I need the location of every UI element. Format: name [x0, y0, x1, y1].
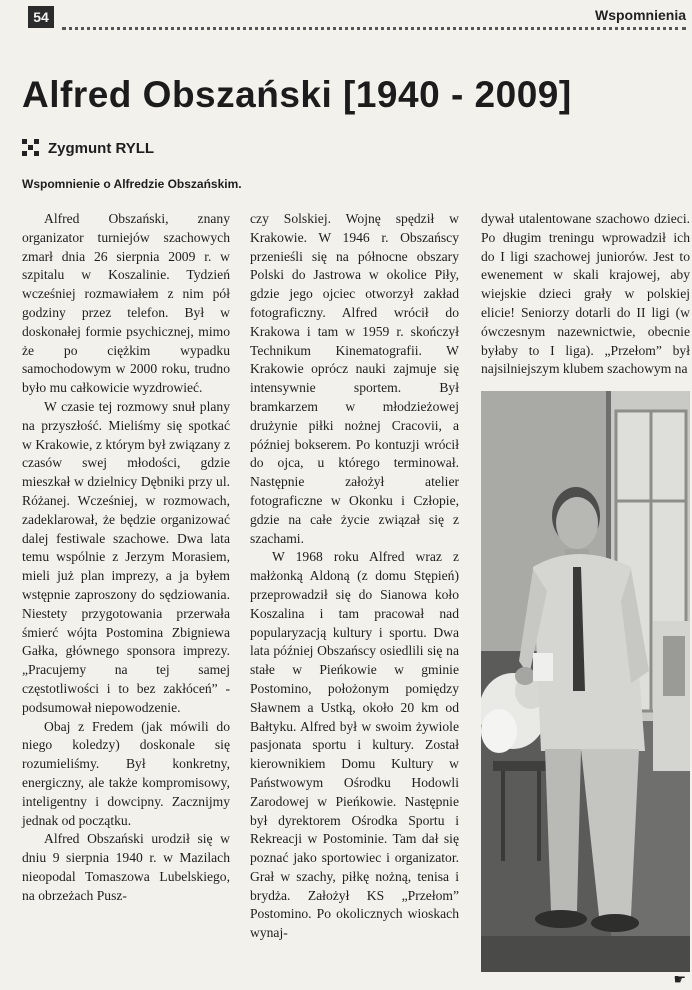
paragraph: Alfred Obszański, znany organizator turniejów szachowych zmarł dnia 26 sierpnia 2009 r. w szpitalu w Koszalinie. Tydzień wcześniej rozmawiałem z nim pół godziny przez telefon. Był w doskonałej formie psychicznej, mimo że po ciężkim wypadku samochodowym w 2000 roku, trudno było mu całkowicie wyzdrowieć. [22, 211, 230, 396]
article-subtitle: Wspomnienie o Alfredzie Obszańskim. [22, 177, 242, 191]
text-column-1 [22, 210, 230, 905]
paragraph: czy Solskiej. Wojnę spędził w Krakowie. W 1946 r. Obszańscy przenieśli się na północne obszary Polski do Jastrowa w okolice Piły, gdzie jego ojciec otworzył zakład fotograficzny. Alfred wrócił do Krakowa i tam w 1959 r. skończył Technikum Kinematografii. W Krakowie oprócz nauki zajmuje się intensywnie sportem. Był bramkarzem w młodzieżowej drużynie piłki nożnej Cracovii, a później bokserem. Po kontuzji wrócił do ojca, u którego terminował. Następnie założył atelier fotograficzne w Okonku i Człopie, gdzie na całe życie związał się z szachami. [250, 211, 459, 546]
paragraph: W 1968 roku Alfred wraz z małżonką Aldoną (z domu Stępień) przeprowadził się do Sianowa koło Koszalina i tam pracował nad popularyzacją kultury i sportu. Dwa lata później Obszańscy osiedlili się na stałe w Pieńkowie w gminie Postomino, położonym pomiędzy Sławnem a Ustką, około 20 km od Bałtyku. Alfred był w swoim żywiole pasjonata sportu i kultury. Został kierownikiem Domu Kultury w Państwowym Ośrodku Hodowli Zarodowej w Pieńkowie. Następnie był dyrektorem Ośrodka Sportu i Rekreacji w Postominie. Tam dał się poznać jako sportowiec i organizator. Grał w szachy, piłkę nożną, tenisa i brydża. Założył KS „Przełom” Postomino. Po okolicznych wioskach wynaj- [250, 549, 459, 941]
byline [22, 139, 154, 157]
section-label: Wspomnienia [594, 7, 686, 23]
pointing-hand-icon: ☛ [673, 972, 686, 988]
portrait-photo [481, 391, 690, 972]
article-title: Alfred Obszański [1940 - 2009] [22, 74, 572, 115]
text-column-2 [250, 210, 459, 943]
portrait-photo-illustration [481, 391, 690, 972]
checker-squares-icon [22, 139, 40, 157]
header-divider [62, 27, 686, 30]
text-column-3 [481, 210, 690, 379]
author-name: Zygmunt RYLL [48, 139, 155, 157]
paragraph: W czasie tej rozmowy snuł plany na przyszłość. Mieliśmy się spotkać w Krakowie, z którym był związany z czasów swej młodości, gdzie mieszkał w dzielnicy Dębniki przy ul. Różanej. Wcześniej, w rozmowach, zadeklarował, że będzie organizować dalej festiwale szachowe. Dwa lata temu wspólnie z Jerzym Morasiem, mieli już plan imprezy, a ja byłem wstępnie zaproszony do sędziowania. Niestety przygotowania przerwała śmierć wójta Postomina Zbigniewa Gałka, głównego sponsora imprezy. „Pracujemy na tej samej częstotliwości i to bez zakłóceń” - podsumował niepowodzenie. [22, 398, 230, 715]
paragraph: dywał utalentowane szachowo dzieci. Po długim treningu wprowadził ich do I ligi szachowej juniorów. Jest to ewenement w skali krajowej, aby wiejskie dzieci grały w polskiej elicie! Seniorzy dotarli do II ligi (w ówczesnym nazewnictwie, obecnie byłaby to I liga). „Przełom” był najsilniejszym klubem szachowym na [481, 211, 690, 377]
paragraph: Obaj z Fredem (jak mówili do niego koledzy) doskonale się rozumieliśmy. Był konkretny, energiczny, ale także kompromisowy, inteligentny i dowcipny. Zacznijmy jednak od początku. [22, 718, 230, 828]
paragraph: Alfred Obszański urodził się w dniu 9 sierpnia 1940 r. w Mazilach nieopodal Tomaszowa Lubelskiego, na obrzeżach Pusz- [22, 831, 230, 903]
page-number: 54 [28, 6, 54, 28]
